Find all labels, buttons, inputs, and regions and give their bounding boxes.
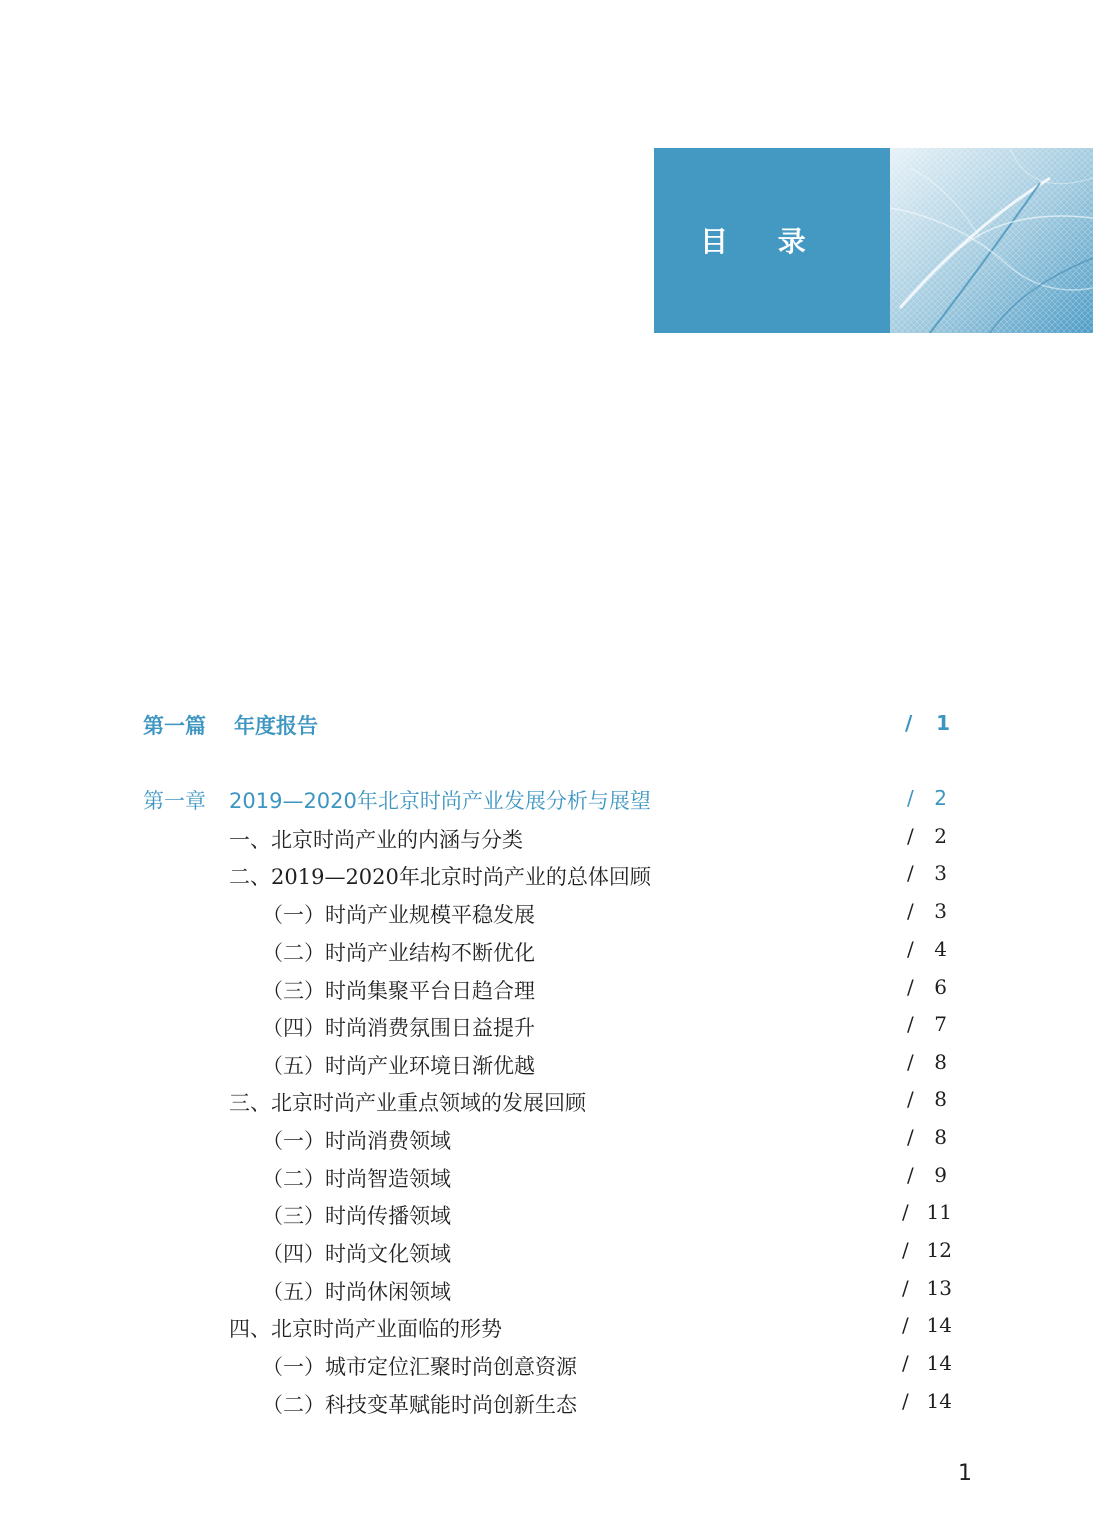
- toc-subsection-entry[interactable]: [0, 1012, 1093, 1042]
- toc-section-entry[interactable]: [0, 824, 1093, 854]
- page-separator: /: [902, 1200, 909, 1224]
- subsection-page-number: 14: [926, 1351, 952, 1375]
- chapter-label: 第一章: [143, 789, 206, 813]
- toc-section-entry[interactable]: [0, 1313, 1093, 1343]
- subsection-page-number: 8: [934, 1125, 947, 1149]
- subsection-page-number: 12: [926, 1238, 952, 1262]
- toc-subsection-entry[interactable]: [0, 899, 1093, 929]
- part-label: 第一篇: [143, 714, 206, 738]
- page-separator: /: [907, 1163, 914, 1187]
- subsection-page-number: 8: [934, 1050, 947, 1074]
- subsection-page-number: 6: [934, 975, 947, 999]
- page-separator: /: [902, 1351, 909, 1375]
- toc-subsection-entry[interactable]: [0, 1238, 1093, 1268]
- subsection-title: （四）时尚文化领域: [262, 1242, 451, 1266]
- subsection-page-number: 11: [926, 1200, 952, 1224]
- toc-subsection-entry[interactable]: [0, 975, 1093, 1005]
- subsection-title: （五）时尚休闲领域: [262, 1280, 451, 1304]
- subsection-title: （三）时尚传播领域: [262, 1204, 451, 1228]
- subsection-title: （二）科技变革赋能时尚创新生态: [262, 1393, 577, 1417]
- subsection-title: （四）时尚消费氛围日益提升: [262, 1016, 535, 1040]
- toc-subsection-entry[interactable]: [0, 1050, 1093, 1080]
- toc-section-entry[interactable]: [0, 1087, 1093, 1117]
- toc-part-entry[interactable]: [0, 710, 1093, 740]
- subsection-title: （二）时尚智造领域: [262, 1167, 451, 1191]
- footer-page-number: 1: [958, 1461, 972, 1486]
- section-title: 一、北京时尚产业的内涵与分类: [229, 828, 523, 852]
- page-separator: /: [907, 899, 914, 923]
- subsection-title: （一）时尚产业规模平稳发展: [262, 903, 535, 927]
- page-separator: /: [902, 1389, 909, 1413]
- section-title: 二、2019—2020年北京时尚产业的总体回顾: [229, 865, 651, 889]
- page-separator: /: [907, 1012, 914, 1036]
- subsection-title: （五）时尚产业环境日渐优越: [262, 1054, 535, 1078]
- page-separator: /: [907, 1125, 914, 1149]
- toc-subsection-entry[interactable]: [0, 1200, 1093, 1230]
- section-title: 三、北京时尚产业重点领域的发展回顾: [229, 1091, 586, 1115]
- page-separator: /: [902, 1238, 909, 1262]
- section-page-number: 14: [926, 1313, 952, 1337]
- subsection-title: （二）时尚产业结构不断优化: [262, 941, 535, 965]
- subsection-title: （一）时尚消费领域: [262, 1129, 451, 1153]
- page-separator: /: [907, 1087, 914, 1111]
- page-separator: /: [907, 824, 914, 848]
- banner-title-block: [654, 148, 890, 333]
- page-separator: /: [907, 786, 914, 810]
- toc-subsection-entry[interactable]: [0, 1276, 1093, 1306]
- subsection-title: （一）城市定位汇聚时尚创意资源: [262, 1355, 577, 1379]
- page-separator: /: [907, 861, 914, 885]
- subsection-page-number: 4: [934, 937, 947, 961]
- toc-subsection-entry[interactable]: [0, 1125, 1093, 1155]
- subsection-page-number: 7: [934, 1012, 947, 1036]
- section-page-number: 8: [934, 1087, 947, 1111]
- toc-subsection-entry[interactable]: [0, 1351, 1093, 1381]
- leaf-skeleton-image: [890, 148, 1093, 333]
- chapter-page-number: 2: [934, 786, 947, 810]
- page-separator: /: [902, 1313, 909, 1337]
- subsection-page-number: 3: [934, 899, 947, 923]
- page-title: 目 录: [700, 225, 826, 258]
- subsection-title: （三）时尚集聚平台日趋合理: [262, 979, 535, 1003]
- page-separator: /: [907, 975, 914, 999]
- section-page-number: 3: [934, 861, 947, 885]
- toc-section-entry[interactable]: [0, 861, 1093, 891]
- part-title: 年度报告: [234, 714, 318, 738]
- page-separator: /: [907, 937, 914, 961]
- page-separator: /: [905, 711, 913, 735]
- subsection-page-number: 13: [926, 1276, 952, 1300]
- section-page-number: 2: [934, 824, 947, 848]
- toc-subsection-entry[interactable]: [0, 1389, 1093, 1419]
- chapter-title: 2019—2020年北京时尚产业发展分析与展望: [229, 789, 651, 813]
- page-separator: /: [907, 1050, 914, 1074]
- toc-subsection-entry[interactable]: [0, 1163, 1093, 1193]
- part-page-number: 1: [936, 711, 950, 735]
- header-banner: [654, 148, 1093, 333]
- section-title: 四、北京时尚产业面临的形势: [229, 1317, 502, 1341]
- subsection-page-number: 9: [934, 1163, 947, 1187]
- toc-chapter-entry[interactable]: [0, 785, 1093, 815]
- toc-subsection-entry[interactable]: [0, 937, 1093, 967]
- page-separator: /: [902, 1276, 909, 1300]
- subsection-page-number: 14: [926, 1389, 952, 1413]
